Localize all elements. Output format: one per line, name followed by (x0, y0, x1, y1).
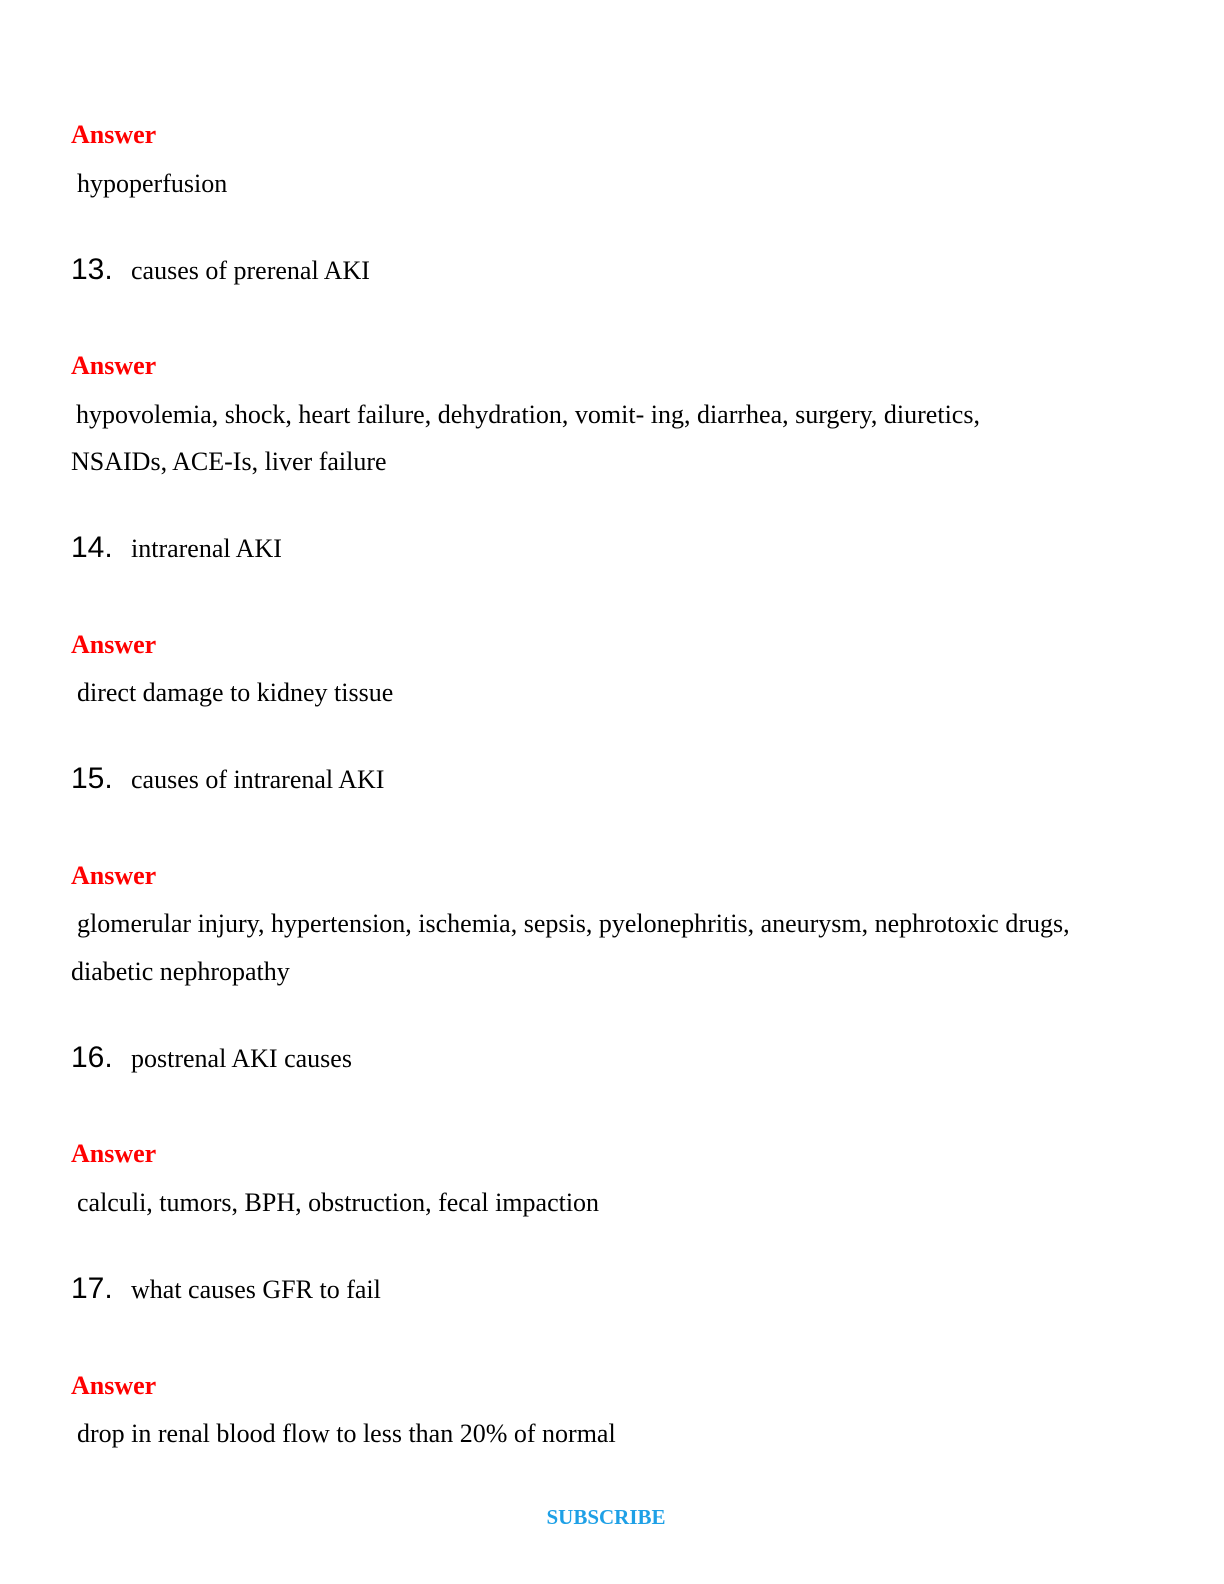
question-number: 15. (71, 762, 113, 795)
answer-label: Answer (71, 1139, 157, 1168)
question-text: intrarenal AKI (131, 534, 282, 563)
answer-label: Answer (71, 630, 157, 659)
question-text: causes of prerenal AKI (131, 256, 370, 285)
question-text: causes of intrarenal AKI (131, 765, 385, 794)
answer-text: diabetic nephropathy (71, 957, 290, 986)
answer-text: glomerular injury, hypertension, ischemia, sepsis, pyelonephritis, aneurysm, nephrotoxic drugs, (77, 909, 1070, 938)
question-number: 17. (71, 1272, 113, 1305)
answer-label: Answer (71, 861, 157, 890)
question-number: 13. (71, 253, 113, 286)
subscribe-link[interactable]: SUBSCRIBE (546, 1505, 666, 1529)
answer-text: hypoperfusion (77, 169, 228, 198)
answer-text: calculi, tumors, BPH, obstruction, fecal impaction (77, 1188, 600, 1217)
answer-text: NSAIDs, ACE-Is, liver failure (71, 447, 387, 476)
question-number: 14. (71, 531, 113, 564)
answer-label: Answer (71, 120, 157, 149)
answer-text: hypovolemia, shock, heart failure, dehydration, vomit- ing, diarrhea, surgery, diuretics, (76, 400, 980, 429)
question-text: postrenal AKI causes (131, 1044, 352, 1073)
answer-text: direct damage to kidney tissue (77, 678, 394, 707)
answer-label: Answer (71, 1371, 157, 1400)
answer-label: Answer (71, 351, 157, 380)
answer-text: drop in renal blood flow to less than 20% of normal (77, 1419, 616, 1448)
question-number: 16. (71, 1041, 113, 1074)
question-text: what causes GFR to fail (131, 1275, 381, 1304)
